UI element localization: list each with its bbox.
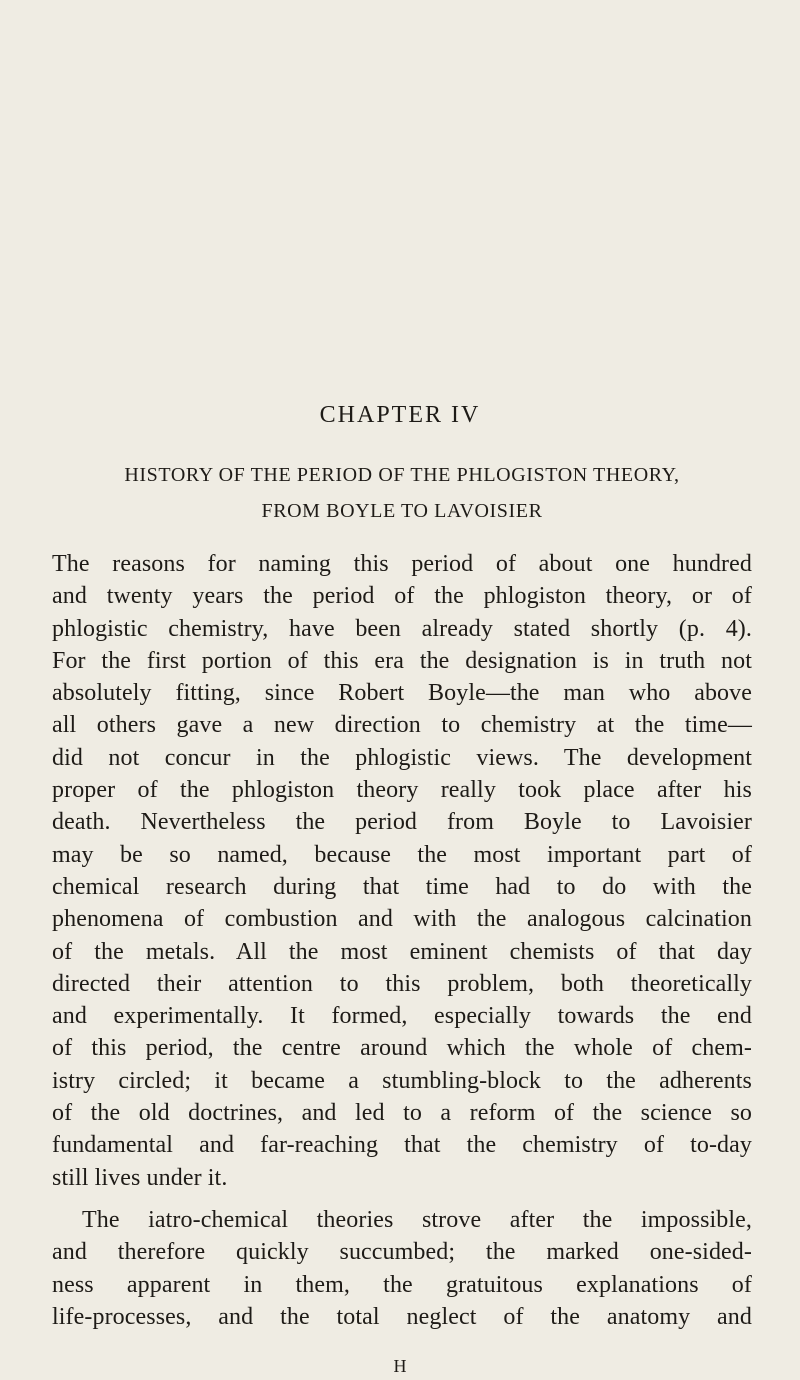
text-line: For the first portion of this era the designation is in truth not: [52, 647, 752, 674]
chapter-title: CHAPTER IV: [319, 402, 481, 428]
text-line: and therefore quickly succumbed; the marked one-sided-: [52, 1239, 752, 1266]
text-line: of this period, the centre around which the whole of chem-: [52, 1035, 752, 1062]
text-line: fundamental and far-reaching that the chemistry of to-day: [52, 1132, 752, 1159]
text-line: The iatro-chemical theories strove after the impossible,: [82, 1206, 752, 1233]
paragraph-2: [52, 1204, 752, 1333]
text-line: phenomena of combustion and with the analogous calcination: [52, 906, 752, 933]
text-line: did not concur in the phlogistic views. The development: [52, 744, 752, 771]
section-heading-line-1: HISTORY OF THE PERIOD OF THE PHLOGISTON THEORY,: [124, 464, 680, 486]
body-text: [52, 548, 752, 1333]
text-line: may be so named, because the most important part of: [52, 841, 752, 868]
text-line: all others gave a new direction to chemistry at the time—: [52, 712, 752, 739]
text-line: absolutely fitting, since Robert Boyle—the man who above: [52, 680, 752, 707]
text-line: and twenty years the period of the phlogiston theory, or of: [52, 583, 752, 610]
text-line: chemical research during that time had to do with the: [52, 873, 752, 900]
text-line: phlogistic chemistry, have been already stated shortly (p. 4).: [52, 615, 752, 642]
text-line: proper of the phlogiston theory really took place after his: [52, 777, 752, 804]
text-line: still lives under it.: [52, 1164, 228, 1191]
text-line: istry circled; it became a stumbling-block to the adherents: [52, 1067, 752, 1094]
text-line: and experimentally. It formed, especially towards the end: [52, 1003, 752, 1030]
text-line: death. Nevertheless the period from Boyle to Lavoisier: [52, 809, 752, 836]
signature-mark: H: [393, 1356, 407, 1376]
text-line: of the old doctrines, and led to a reform of the science so: [52, 1100, 752, 1127]
section-heading-line-2: FROM BOYLE TO LAVOISIER: [261, 500, 543, 522]
text-line: directed their attention to this problem, both theoretically: [52, 970, 752, 997]
text-line: life-processes, and the total neglect of the anatomy and: [52, 1303, 752, 1330]
text-line: ness apparent in them, the gratuitous explanations of: [52, 1271, 752, 1298]
text-line: of the metals. All the most eminent chemists of that day: [52, 938, 752, 965]
paragraph-1: [52, 548, 752, 1194]
text-line: The reasons for naming this period of about one hundred: [52, 551, 752, 577]
